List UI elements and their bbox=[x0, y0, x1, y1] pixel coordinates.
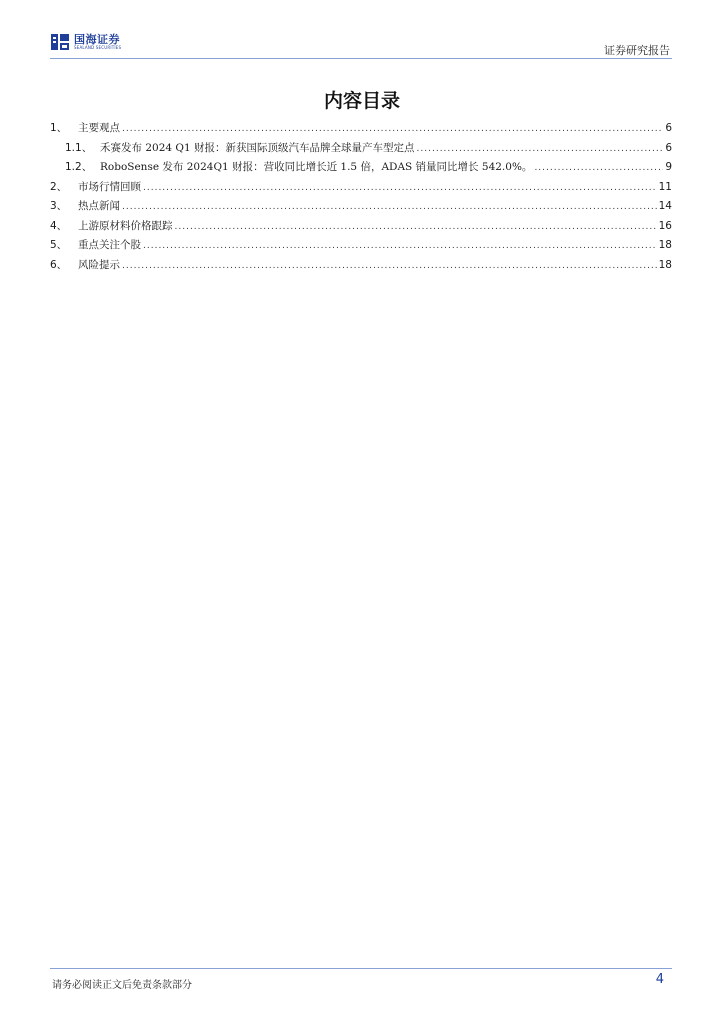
toc-entry-page: 9 bbox=[665, 161, 672, 173]
toc-entry-label: 主要观点 bbox=[78, 122, 120, 134]
toc-entry-page: 16 bbox=[658, 219, 672, 232]
toc-entry-label: 市场行情回顾 bbox=[78, 180, 141, 193]
footer-divider bbox=[50, 968, 672, 969]
toc-entry-number: 1.2、 bbox=[65, 161, 93, 173]
logo-mark-icon bbox=[50, 32, 70, 52]
toc-entry[interactable] bbox=[50, 120, 672, 140]
toc-leader-dots bbox=[143, 241, 657, 251]
toc-entry-number: 2、 bbox=[50, 180, 68, 193]
toc-entry[interactable] bbox=[50, 140, 672, 160]
toc-entry-number: 1.1、 bbox=[65, 141, 93, 154]
footer-disclaimer: 请务必阅读正文后免责条款部分 bbox=[52, 980, 192, 991]
toc-leader-dots bbox=[122, 202, 657, 212]
toc-entry-page: 18 bbox=[658, 239, 672, 251]
toc-entry-page: 11 bbox=[658, 180, 672, 193]
header-divider bbox=[50, 58, 672, 59]
toc-leader-dots bbox=[417, 144, 664, 154]
logo-english-name: SEALAND SECURITIES bbox=[74, 45, 122, 50]
toc-entry-number: 1、 bbox=[50, 122, 68, 134]
page-header bbox=[50, 30, 672, 58]
document-type: 证券研究报告 bbox=[604, 44, 670, 57]
toc-entry-page: 6 bbox=[665, 141, 672, 154]
toc-entry[interactable] bbox=[50, 257, 672, 277]
toc-entry-number: 4、 bbox=[50, 219, 68, 232]
toc-entry-page: 18 bbox=[658, 258, 672, 271]
toc-entry-number: 5、 bbox=[50, 239, 68, 251]
toc-entry[interactable] bbox=[50, 198, 672, 218]
toc-leader-dots bbox=[122, 261, 657, 271]
toc-entry[interactable] bbox=[50, 218, 672, 238]
toc-leader-dots bbox=[122, 124, 663, 134]
toc-leader-dots bbox=[534, 163, 663, 173]
toc-entry-label: 禾赛发布 2024 Q1 财报：新获国际顶级汽车品牌全球量产车型定点 bbox=[100, 141, 415, 154]
toc-entry-label: 热点新闻 bbox=[78, 200, 120, 212]
toc-entry[interactable] bbox=[50, 237, 672, 257]
page-title: 内容目录 bbox=[323, 90, 400, 112]
toc-entry-number: 6、 bbox=[50, 258, 68, 271]
page-number: 4 bbox=[655, 972, 664, 987]
toc-entry-page: 14 bbox=[658, 200, 672, 212]
toc-leader-dots bbox=[175, 222, 657, 232]
toc-entry-label: 风险提示 bbox=[78, 258, 120, 271]
toc-entry-page: 6 bbox=[665, 122, 672, 134]
toc-entry-number: 3、 bbox=[50, 200, 68, 212]
toc-entry-label: 重点关注个股 bbox=[78, 239, 141, 251]
toc-entry-label: 上游原材料价格跟踪 bbox=[78, 219, 173, 232]
toc-leader-dots bbox=[143, 183, 657, 193]
table-of-contents bbox=[50, 120, 672, 276]
toc-entry[interactable] bbox=[50, 159, 672, 179]
toc-entry-label: RoboSense 发布 2024Q1 财报：营收同比增长近 1.5 倍，ADAS 销量同比增长 542.0%。 bbox=[100, 161, 533, 173]
toc-entry[interactable] bbox=[50, 179, 672, 199]
logo-chinese-name: 国海证券 bbox=[74, 33, 120, 46]
company-logo bbox=[50, 32, 121, 52]
